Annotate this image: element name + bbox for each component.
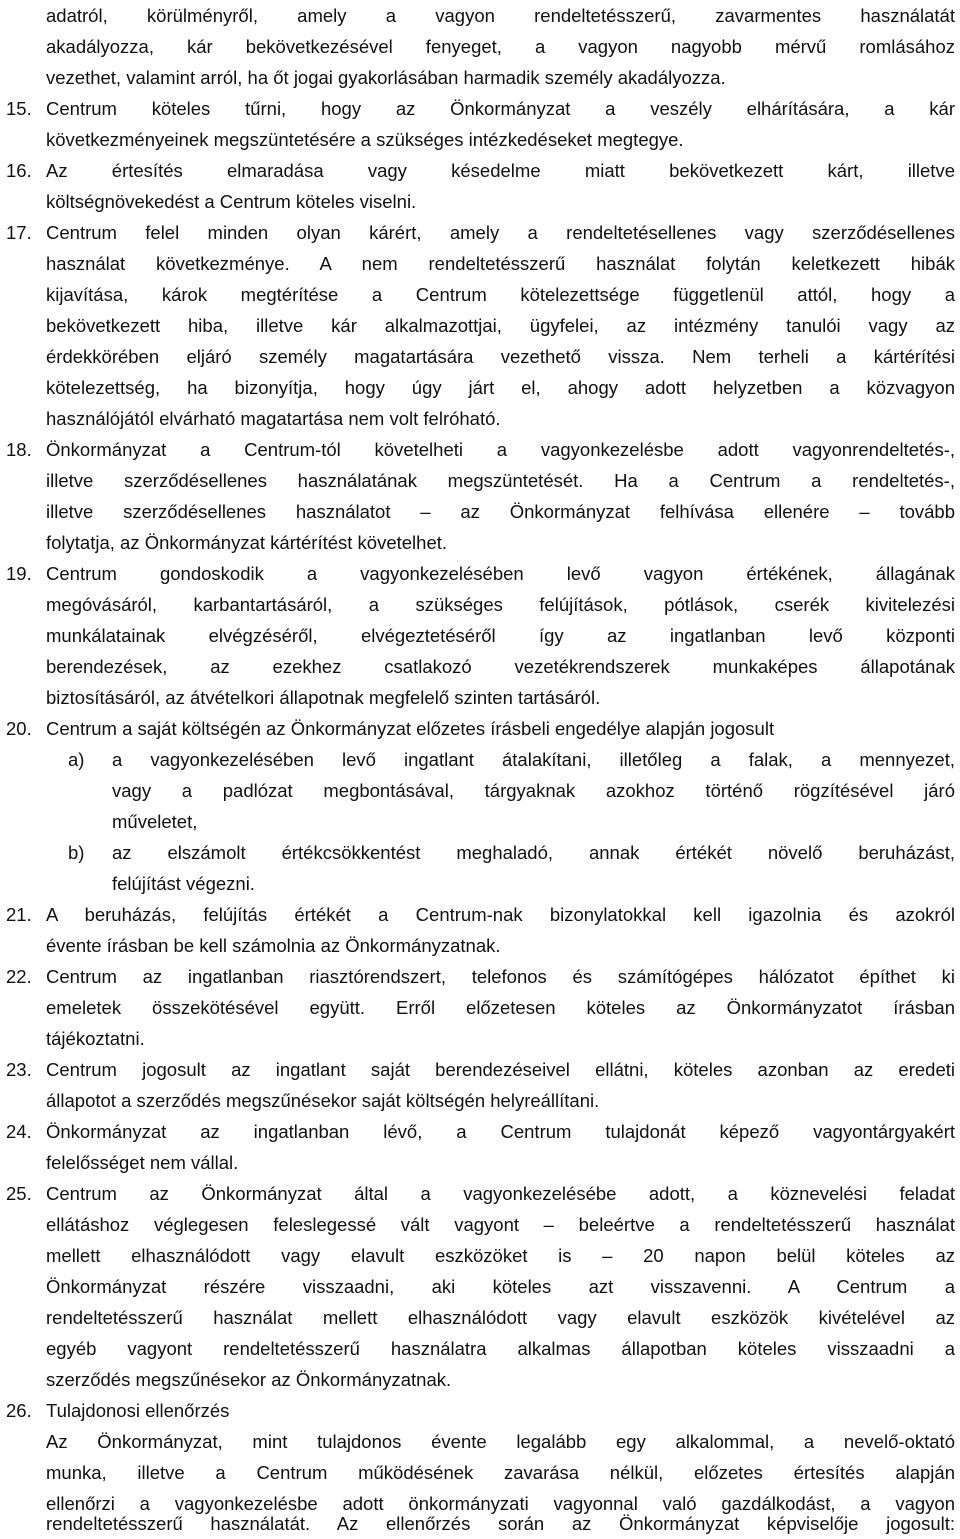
- text-line: kötelezettség, ha bizonyítja, hogy úgy járt el, ahogy adott helyzetben a közvagyon: [46, 377, 955, 398]
- text-line: állapotot a szerződés megszűnésekor saját költségén helyreállítani.: [46, 1090, 600, 1111]
- text-line: érdekkörében eljáró személy magatartására vezethető vissza. Nem terheli a kártérítési: [46, 346, 955, 367]
- text-line: rendeltetésszerű használatát. Az ellenőrzés során az Önkormányzat képviselője jogosult:: [46, 1513, 955, 1534]
- text-line: akadályozza, kár bekövetkezésével fenyeget, a vagyon nagyobb mérvű romlásához: [46, 36, 955, 57]
- item-number: 18.: [6, 439, 32, 460]
- text-line: vagy a padlózat megbontásával, tárgyaknak azokhoz történő rögzítésével járó: [112, 780, 955, 801]
- text-line: munka, illetve a Centrum működésének zavarása nélkül, előzetes értesítés alapján: [46, 1462, 955, 1483]
- text-line: Centrum az Önkormányzat által a vagyonkezelésébe adott, a köznevelési feladat: [46, 1183, 955, 1204]
- text-line: Centrum az ingatlanban riasztórendszert, telefonos és számítógépes hálózatot építhet ki: [46, 966, 955, 987]
- item-number: 16.: [6, 160, 32, 181]
- text-line: emeletek összekötésével együtt. Erről előzetesen köteles az Önkormányzatot írásban: [46, 997, 955, 1018]
- text-line: biztosításáról, az átvételkori állapotnak megfelelő szinten tartásáról.: [46, 687, 601, 708]
- text-line: Önkormányzat az ingatlanban lévő, a Centrum tulajdonát képező vagyontárgyakért: [46, 1121, 955, 1142]
- text-line: Centrum a saját költségén az Önkormányzat előzetes írásbeli engedélye alapján jogosult: [46, 718, 775, 739]
- item-number: 20.: [6, 718, 32, 739]
- item-number: 25.: [6, 1183, 32, 1204]
- text-line: munkálatainak elvégzéséről, elvégeztetéséről így az ingatlanban levő központi: [46, 625, 955, 646]
- text-line: felújítást végezni.: [112, 873, 255, 894]
- text-line: költségnövekedést a Centrum köteles viselni.: [46, 191, 417, 212]
- text-line: A beruházás, felújítás értékét a Centrum-nak bizonylatokkal kell igazolnia és azokról: [46, 904, 955, 925]
- item-number: 26.: [6, 1400, 32, 1421]
- text-line: következményeinek megszüntetésére a szükséges intézkedéseket megtegye.: [46, 129, 684, 150]
- text-line: Centrum gondoskodik a vagyonkezelésében levő vagyon értékének, állagának: [46, 563, 955, 584]
- text-line: felelősséget nem vállal.: [46, 1152, 239, 1173]
- text-line: évente írásban be kell számolnia az Önkormányzatnak.: [46, 935, 501, 956]
- subitem-label: a): [68, 749, 85, 770]
- text-line: berendezések, az ezekhez csatlakozó vezetékrendszerek munkaképes állapotának: [46, 656, 955, 677]
- text-line: illetve szerződésellenes használatot – az Önkormányzat felhívása ellenére – tovább: [46, 501, 955, 522]
- text-line: használójától elvárható magatartása nem volt felróható.: [46, 408, 501, 429]
- text-line: ellátáshoz véglegesen feleslegessé vált vagyont – beleértve a rendeltetésszerű használat: [46, 1214, 955, 1235]
- item-number: 17.: [6, 222, 32, 243]
- text-line: a vagyonkezelésében levő ingatlant átalakítani, illetőleg a falak, a mennyezet,: [112, 749, 955, 770]
- item-number: 23.: [6, 1059, 32, 1080]
- item-number: 21.: [6, 904, 32, 925]
- text-line: az elszámolt értékcsökkentést meghaladó, annak értékét növelő beruházást,: [112, 842, 955, 863]
- item-number: 24.: [6, 1121, 32, 1142]
- text-line: Centrum köteles tűrni, hogy az Önkormányzat a veszély elhárítására, a kár: [46, 98, 955, 119]
- text-line: műveletet,: [112, 811, 198, 832]
- text-line: illetve szerződésellenes használatának megszüntetését. Ha a Centrum a rendeltetés-,: [46, 470, 955, 491]
- text-line: használat következménye. A nem rendeltetésszerű használat folytán keletkezett hibák: [46, 253, 955, 274]
- section-heading: Tulajdonosi ellenőrzés: [46, 1400, 230, 1421]
- text-line: folytatja, az Önkormányzat kártérítést követelhet.: [46, 532, 448, 553]
- item-number: 15.: [6, 98, 32, 119]
- text-line: adatról, körülményről, amely a vagyon rendeltetésszerű, zavarmentes használatát: [46, 5, 955, 26]
- text-line: rendeltetésszerű használat mellett elhasználódott vagy elavult eszközök kivételével az: [46, 1307, 955, 1328]
- text-line: kijavítása, károk megtérítése a Centrum kötelezettsége függetlenül attól, hogy a: [46, 284, 955, 305]
- text-line: Önkormányzat a Centrum-tól követelheti a vagyonkezelésbe adott vagyonrendeltetés-,: [46, 439, 955, 460]
- text-line: megóvásáról, karbantartásáról, a szükséges felújítások, pótlások, cserék kivitelezési: [46, 594, 955, 615]
- text-line: Önkormányzat részére visszaadni, aki köteles azt visszavenni. A Centrum a: [46, 1276, 955, 1297]
- text-line: egyéb vagyont rendeltetésszerű használatra alkalmas állapotban köteles visszaadni a: [46, 1338, 955, 1359]
- subitem-label: b): [68, 842, 85, 863]
- text-line: ellenőrzi a vagyonkezelésbe adott önkormányzati vagyonnal való gazdálkodást, a vagyon: [46, 1493, 955, 1514]
- text-line: szerződés megszűnésekor az Önkormányzatnak.: [46, 1369, 452, 1390]
- text-line: Az értesítés elmaradása vagy késedelme miatt bekövetkezett kárt, illetve: [46, 160, 955, 181]
- item-number: 22.: [6, 966, 32, 987]
- text-line: bekövetkezett hiba, illetve kár alkalmazottjai, ügyfelei, az intézmény tanulói vagy az: [46, 315, 955, 336]
- text-line: mellett elhasználódott vagy elavult eszközöket is – 20 napon belül köteles az: [46, 1245, 955, 1266]
- text-line: Centrum jogosult az ingatlant saját berendezéseivel ellátni, köteles azonban az eredeti: [46, 1059, 955, 1080]
- text-line: tájékoztatni.: [46, 1028, 145, 1049]
- text-line: Az Önkormányzat, mint tulajdonos évente legalább egy alkalommal, a nevelő-oktató: [46, 1431, 955, 1452]
- item-number: 19.: [6, 563, 32, 584]
- text-line: Centrum felel minden olyan kárért, amely a rendeltetésellenes vagy szerződésellenes: [46, 222, 955, 243]
- text-line: vezethet, valamint arról, ha őt jogai gyakorlásában harmadik személy akadályozza.: [46, 67, 726, 88]
